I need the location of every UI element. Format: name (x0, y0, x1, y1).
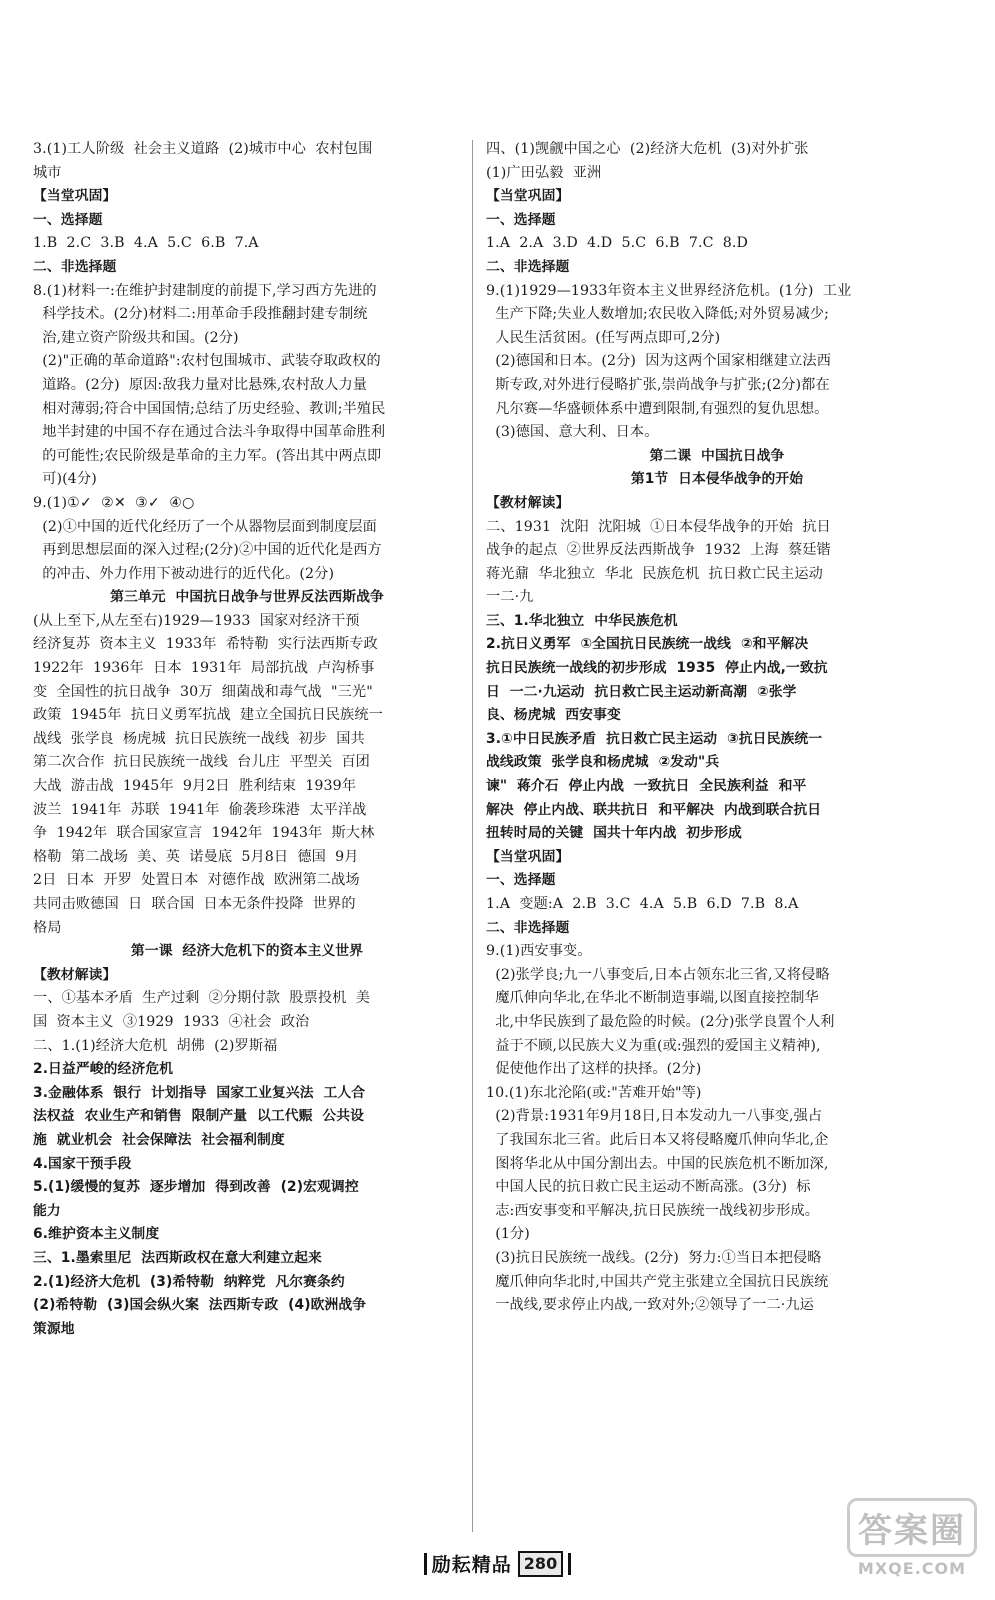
right-text-line: 【当堂巩固】 (486, 188, 570, 205)
right-text-line: 中国人民的抗日救亡民主运动不断高涨。(3分) 标 (486, 1179, 811, 1196)
left-text-line: 6.维护资本主义制度 (33, 1226, 160, 1243)
right-text-line: 良、杨虎城 西安事变 (486, 707, 621, 724)
right-text-line: 战线政策 张学良和杨虎城 ②发动"兵 (486, 754, 720, 771)
left-text-line: 2日 日本 开罗 处置日本 对德作战 欧洲第二战场 (33, 872, 360, 889)
right-text-line: 谏" 蒋介石 停止内战 一致抗日 全民族利益 和平 (486, 778, 807, 795)
left-text-line: 大战 游击战 1945年 9月2日 胜利结束 1939年 (33, 778, 357, 795)
right-text-line: 10.(1)东北沦陷(或:"苦难开始"等) (486, 1084, 702, 1101)
right-text-line: 生产下降;失业人数增加;农民收入降低;对外贸易减少; (486, 306, 830, 323)
right-text-line: (3)抗日民族统一战线。(2分) 努力:①当日本把侵略 (486, 1249, 822, 1266)
left-text-line: 再到思想层面的深入过程;(2分)②中国的近代化是西方 (33, 542, 382, 559)
left-text-line: 法权益 农业生产和销售 限制产量 以工代赈 公共设 (33, 1108, 365, 1125)
right-text-line: 图将华北从中国分割出去。中国的民族危机不断加深, (486, 1155, 829, 1172)
left-text-line: 2.日益严峻的经济危机 (33, 1061, 174, 1078)
left-text-line: 1.B 2.C 3.B 4.A 5.C 6.B 7.A (33, 235, 259, 252)
left-column (33, 138, 461, 1341)
left-text-line: 【教材解读】 (33, 966, 117, 983)
left-text-line: 一、选择题 (33, 211, 103, 228)
left-text-line: 共同击败德国 日 联合国 日本无条件投降 世界的 (33, 896, 356, 912)
right-text-line: (2)德国和日本。(2分) 因为这两个国家相继建立法西 (486, 353, 831, 370)
right-text-line: 北,中华民族到了最危险的时候。(2分)张学良置个人利 (486, 1013, 835, 1030)
right-text-line: 日 一二·九运动 抗日救亡民主运动新高潮 ②张学 (486, 683, 797, 700)
right-text-line: 魔爪伸向华北,在华北不断制造事端,以图直接控制华 (486, 990, 819, 1007)
right-text-line: 益于不顾,以民族大义为重(或:强烈的爱国主义精神), (486, 1037, 821, 1054)
right-text-line: 二、非选择题 (486, 258, 570, 275)
left-text-line: 【当堂巩固】 (33, 188, 117, 205)
watermark-logo: 答案圈 (847, 1498, 977, 1557)
right-text-line: 【当堂巩固】 (486, 848, 570, 865)
right-text-line: 一、选择题 (486, 872, 556, 889)
page-footer (0, 1550, 995, 1579)
logo-bar-left (424, 1553, 427, 1575)
right-text-line: (1分) (486, 1226, 530, 1243)
brand-name: 励耘精品 (431, 1554, 512, 1576)
right-text-line: 2.抗日义勇军 ①全国抗日民族统一战线 ②和平解决 (486, 636, 809, 653)
left-text-line: 国 资本主义 ③1929 1933 ④社会 政治 (33, 1013, 310, 1030)
left-text-line: 能力 (33, 1202, 61, 1219)
left-text-line: 格局 (33, 919, 62, 936)
watermark-url: MXQE.COM (857, 1559, 967, 1578)
left-text-line: (从上至下,从左至右)1929—1933 国家对经济干预 (33, 612, 360, 629)
left-text-line: 相对薄弱;符合中国国情;总结了历史经验、教训;半殖民 (33, 400, 386, 417)
right-text-line: 抗日民族统一战线的初步形成 1935 停止内战,一致抗 (486, 660, 828, 677)
left-text-line: 的冲击、外力作用下被动进行的近代化。(2分) (33, 565, 335, 582)
left-text-line: 第二次合作 抗日民族统一战线 台儿庄 平型关 百团 (33, 754, 370, 771)
right-text-line: 志:西安事变和平解决,抗日民族统一战线初步形成。 (486, 1202, 820, 1219)
logo-bar-right (568, 1553, 571, 1575)
left-text-line: (2)希特勒 (3)国会纵火案 法西斯专政 (4)欧洲战争 (33, 1297, 367, 1314)
right-text-line: 9.(1)西安事变。 (486, 943, 592, 960)
left-heading: 第三单元 中国抗日战争与世界反法西斯战争 (110, 589, 384, 606)
left-text-line: (2)"正确的革命道路":农村包围城市、武装夺取政权的 (33, 353, 381, 370)
left-text-line: 3.金融体系 银行 计划指导 国家工业复兴法 工人合 (33, 1084, 366, 1101)
right-text-line: 一战线,要求停止内战,一致对外;②领导了一二·九运 (486, 1297, 814, 1314)
brand-logo (419, 1550, 576, 1577)
right-heading: 第二课 中国抗日战争 (649, 447, 785, 464)
left-text-line: 波兰 1941年 苏联 1941年 偷袭珍珠港 太平洋战 (33, 801, 367, 818)
right-text-line: 1.A 2.A 3.D 4.D 5.C 6.B 7.C 8.D (486, 235, 748, 252)
right-text-line: 二、1931 沈阳 沈阳城 ①日本侵华战争的开始 抗日 (486, 518, 831, 535)
left-text-line: 可)(4分) (33, 471, 97, 488)
right-text-line: 战争的起点 ②世界反法西斯战争 1932 上海 蔡廷锴 (486, 542, 831, 559)
right-text-line: 斯专政,对外进行侵略扩张,崇尚战争与扩张;(2分)都在 (486, 376, 830, 393)
right-text-line: 3.①中日民族矛盾 抗日救亡民主运动 ③抗日民族统一 (486, 730, 823, 747)
right-text-line: 二、非选择题 (486, 919, 570, 936)
right-text-line: 蒋光鼐 华北独立 华北 民族危机 抗日救亡民主运动 (486, 565, 823, 582)
left-text-line: 科学技术。(2分)材料二:用革命手段推翻封建专制统 (33, 306, 368, 323)
right-column (486, 138, 948, 1318)
left-text-line: 1922年 1936年 日本 1931年 局部抗战 卢沟桥事 (33, 660, 375, 677)
right-text-line: 解决 停止内战、联共抗日 和平解决 内战到联合抗日 (486, 801, 822, 818)
right-text-line: 了我国东北三省。此后日本又将侵略魔爪伸向华北,企 (486, 1131, 829, 1148)
right-text-line: (2)张学良;九一八事变后,日本占领东北三省,又将侵略 (486, 966, 830, 983)
left-text-line: 策源地 (33, 1320, 75, 1337)
left-text-line: 3.(1)工人阶级 社会主义道路 (2)城市中心 农村包围 (33, 141, 373, 157)
left-text-line: 4.国家干预手段 (33, 1155, 132, 1172)
left-text-line: 经济复苏 资本主义 1933年 希特勒 实行法西斯专政 (33, 636, 378, 653)
right-text-line: 一二·九 (486, 589, 534, 606)
left-text-line: 争 1942年 联合国家宣言 1942年 1943年 斯大林 (33, 825, 375, 842)
watermark (847, 1498, 977, 1578)
right-text-line: (2)背景:1931年9月18日,日本发动九一八事变,强占 (486, 1108, 823, 1125)
left-text-line: 政策 1945年 抗日义勇军抗战 建立全国抗日民族统一 (33, 707, 383, 724)
right-text-line: 1.A 变题:A 2.B 3.C 4.A 5.B 6.D 7.B 8.A (486, 896, 799, 912)
right-text-line: 【教材解读】 (486, 494, 570, 511)
left-text-line: 二、非选择题 (33, 258, 117, 275)
left-text-line: 5.(1)缓慢的复苏 逐步增加 得到改善 (2)宏观调控 (33, 1179, 359, 1196)
page-number: 280 (518, 1551, 563, 1577)
left-text-line: 8.(1)材料一:在维护封建制度的前提下,学习西方先进的 (33, 282, 377, 299)
right-heading: 第1节 日本侵华战争的开始 (630, 471, 804, 488)
right-text-line: (3)德国、意大利、日本。 (486, 424, 659, 441)
column-divider (472, 140, 473, 1532)
right-text-line: 9.(1)1929—1933年资本主义世界经济危机。(1分) 工业 (486, 282, 852, 299)
left-text-line: 三、1.墨索里尼 法西斯政权在意大利建立起来 (33, 1249, 322, 1266)
left-text-line: 二、1.(1)经济大危机 胡佛 (2)罗斯福 (33, 1037, 278, 1054)
left-text-line: 治,建立资产阶级共和国。(2分) (33, 329, 239, 346)
left-text-line: 格勒 第二战场 美、英 诺曼底 5月8日 德国 9月 (33, 848, 359, 865)
right-text-line: 三、1.华北独立 中华民族危机 (486, 612, 678, 629)
left-text-line: 变 全国性的抗日战争 30万 细菌战和毒气战 "三光" (33, 683, 373, 700)
left-text-line: 9.(1)①✓ ②✕ ③✓ ④○ (33, 494, 195, 511)
left-text-line: 一、①基本矛盾 生产过剩 ②分期付款 股票投机 美 (33, 990, 370, 1007)
left-text-line: (2)①中国的近代化经历了一个从器物层面到制度层面 (33, 518, 377, 535)
right-text-line: (1)广田弘毅 亚洲 (486, 164, 602, 181)
left-heading: 第一课 经济大危机下的资本主义世界 (130, 943, 364, 960)
right-text-line: 四、(1)觊觎中国之心 (2)经济大危机 (3)对外扩张 (486, 141, 809, 157)
left-text-line: 地半封建的中国不存在通过合法斗争取得中国革命胜利 (33, 424, 386, 441)
right-text-line: 魔爪伸向华北时,中国共产党主张建立全国抗日民族统 (486, 1273, 829, 1290)
right-text-line: 一、选择题 (486, 211, 556, 228)
left-text-line: 城市 (33, 164, 62, 181)
left-text-line: 施 就业机会 社会保障法 社会福利制度 (33, 1131, 285, 1148)
right-text-line: 扭转时局的关键 国共十年内战 初步形成 (486, 825, 742, 842)
left-text-line: 的可能性;农民阶级是革命的主力军。(答出其中两点即 (33, 447, 382, 464)
left-text-line: 2.(1)经济大危机 (3)希特勒 纳粹党 凡尔赛条约 (33, 1273, 345, 1290)
right-text-line: 促使他作出了这样的抉择。(2分) (486, 1061, 702, 1078)
right-text-line: 凡尔赛—华盛顿体系中遭到限制,有强烈的复仇思想。 (486, 400, 829, 417)
left-text-line: 道路。(2分) 原因:敌我力量对比悬殊,农村敌人力量 (33, 376, 368, 393)
left-text-line: 战线 张学良 杨虎城 抗日民族统一战线 初步 国共 (33, 730, 365, 747)
right-text-line: 人民生活贫困。(任写两点即可,2分) (486, 329, 721, 346)
